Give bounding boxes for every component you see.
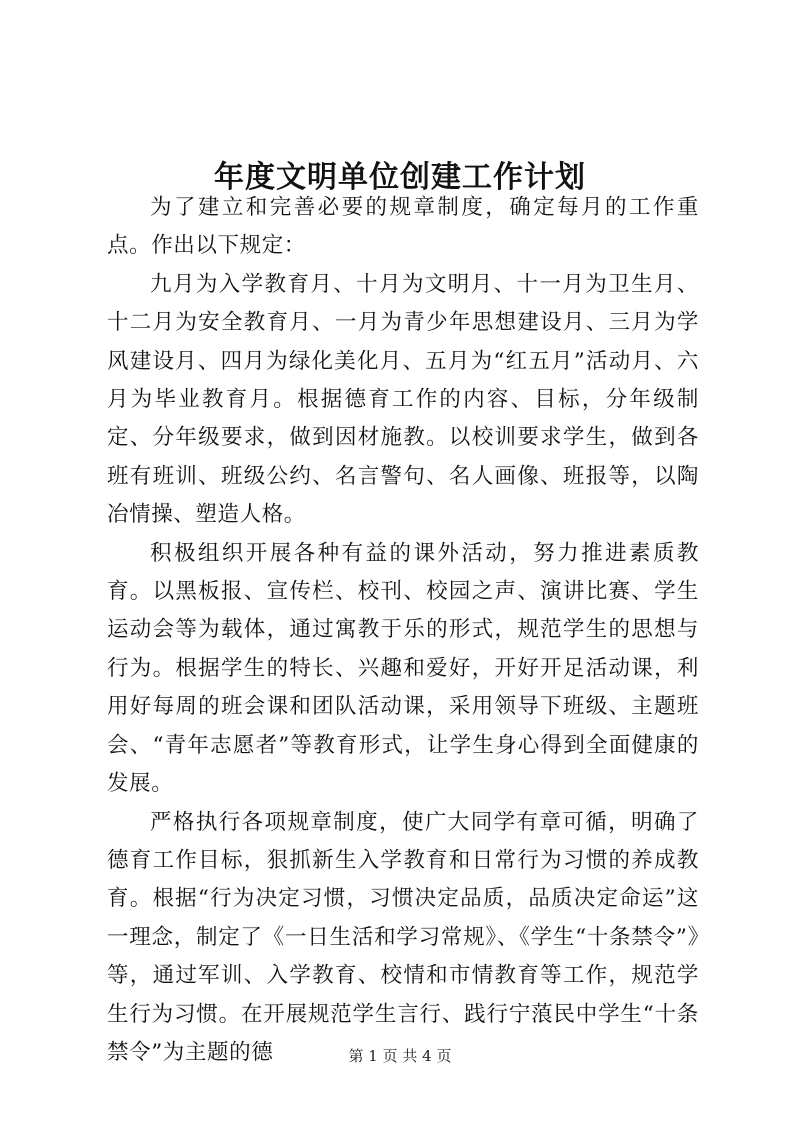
- document-body: [107, 189, 699, 1072]
- paragraph-monthly-themes: 九月为入学教育月、十月为文明月、十一月为卫生月、十二月为安全教育月、一月为青少年思想建设月、三月为学风建设月、四月为绿化美化月、五月为“红五月”活动月、六月为毕业教育月。根据德育工作的内容、目标，分年级制定、分年级要求，做到因材施教。以校训要求学生，做到各班有班训、班级公约、名言警句、名人画像、班报等，以陶冶情操、塑造人格。: [107, 271, 699, 528]
- document-title: 年度文明单位创建工作计划: [214, 160, 586, 196]
- paragraph-intro: 为了建立和完善必要的规章制度，确定每月的工作重点。作出以下规定：: [107, 195, 699, 259]
- paragraph-regulations: 严格执行各项规章制度，使广大同学有章可循，明确了德育工作目标，狠抓新生入学教育和日常行为习惯的养成教育。根据“行为决定习惯，习惯决定品质，品质决定命运”这一理念，制定了《一日生活和学习常规》、《学生“十条禁令”》等，通过军训、入学教育、校情和市情教育等工作，规范学生行为习惯。在开展规范学生言行、践行宁蒗民中学生“十条禁令”为主题的德: [107, 809, 699, 1065]
- paragraph-extracurricular: 积极组织开展各种有益的课外活动，努力推进素质教育。以黑板报、宣传栏、校刊、校园之声、演讲比赛、学生运动会等为载体，通过寓教于乐的形式，规范学生的思想与行为。根据学生的特长、兴趣和爱好，开好开足活动课，利用好每周的班会课和团队活动课，采用领导下班级、主题班会、“青年志愿者”等教育形式，让学生身心得到全面健康的发展。: [107, 540, 699, 797]
- page-number-footer: 第 1 页 共 4 页: [348, 1047, 452, 1065]
